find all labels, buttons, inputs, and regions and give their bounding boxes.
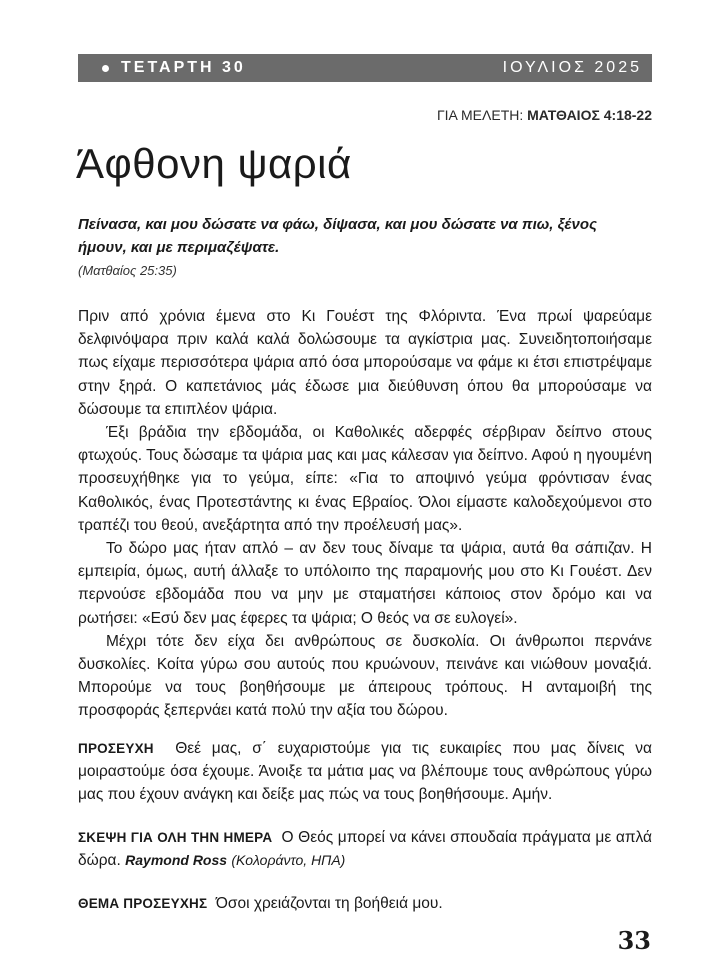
study-reference-line	[437, 107, 652, 123]
thought-label: ΣΚΕΨΗ ΓΙΑ ΟΛΗ ΤΗΝ ΗΜΕΡΑ	[78, 830, 273, 845]
author-place: (Κολοράντο, ΗΠΑ)	[231, 852, 346, 869]
prayer-section	[78, 737, 652, 807]
key-verse: Πείνασα, και μου δώσατε να φάω, δίψασα, και μου δώσατε να πιω, ξένος ήμουν, και με περιμαζέψατε.	[78, 216, 598, 256]
author-name: Raymond Ross	[125, 852, 228, 869]
prayer-topic-label: ΘΕΜΑ ΠΡΟΣΕΥΧΗΣ	[78, 896, 208, 911]
prayer-label: ΠΡΟΣΕΥΧΗ	[78, 741, 154, 756]
key-verse-reference: (Ματθαίος 25:35)	[78, 263, 177, 278]
header-day-group	[102, 59, 246, 77]
prayer-topic-section	[78, 892, 652, 915]
date-header-bar	[78, 54, 652, 82]
page-title: Άφθονη ψαριά	[76, 140, 352, 187]
study-label: ΓΙΑ ΜΕΛΕΤΗ:	[436, 107, 524, 123]
page-number: 33	[617, 926, 651, 955]
thought-text: Ο Θεός μπορεί να κάνει σπουδαία πράγματα με απλά δώρα.	[78, 829, 652, 870]
header-month-year: ΙΟΥΛΙΟΣ 2025	[502, 59, 642, 76]
body-paragraph-4: Μέχρι τότε δεν είχα δει ανθρώπους σε δυσκολία. Οι άνθρωποι περνάνε δυσκολίες. Κοίτα γύρω σου αυτούς που κρυώνουν, πεινάνε και νιώθουν μοναξιά. Μπορούμε να τους βοηθήσουμε με άπειρους τρόπους. Η ανταμοιβή της προσφοράς ξεπερνάει κατά πολύ την αξία του δώρου.	[78, 632, 652, 720]
bullet-icon	[102, 65, 109, 72]
thought-section	[78, 826, 652, 872]
prayer-text: Θεέ μας, σ΄ ευχαριστούμε για τις ευκαιρίες που μας δίνεις να μοιραστούμε όσα έχουμε. Άνοιξε τα μάτια μας να βλέπουμε τους ανθρώπους γύρω μας που έχουν ανάγκη και δείξε μας πώς να τους βοηθήσουμε. Αμήν.	[78, 740, 652, 804]
body-paragraph-3: Το δώρο μας ήταν απλό – αν δεν τους δίναμε τα ψάρια, αυτά θα σάπιζαν. Η εμπειρία, όμως, αυτή άλλαξε το υπόλοιπο της παραμονής μου στο Κι Γουέστ. Δεν περνούσε εβδομάδα που να μην με σταματήσει κάποιος στον δρόμο και να ρωτήσει: «Εσύ δεν μας έφερες τα ψάρια; Ο θεός να σε ευλογεί».	[78, 540, 652, 627]
study-reference: ΜΑΤΘΑΙΟΣ 4:18-22	[527, 107, 652, 123]
prayer-topic-text: Όσοι χρειάζονται τη βοήθειά μου.	[215, 895, 443, 912]
body-paragraph-2: Έξι βράδια την εβδομάδα, οι Καθολικές αδερφές σέρβιραν δείπνο στους φτωχούς. Τους δώσαμε τα ψάρια μας και μας κάλεσαν για δείπνο. Αφού η ηγουμένη προσευχήθηκε για το γεύμα, είπε: «Για το αποψινό γεύμα φρόντισαν ένας Καθολικός, ένας Προτεστάντης κι ένας Εβραίος. Όλοι είμαστε καλοδεχούμενοι στο τραπέζι του θεού, ανεξάρτητα από την προέλευσή μας».	[78, 424, 652, 534]
body-paragraph-1: Πριν από χρόνια έμενα στο Κι Γουέστ της Φλόριντα. Ένα πρωί ψαρεύαμε δελφινόψαρα πριν καλά καλά δολώσουμε τα αγκίστρια μας. Συνειδητοποιήσαμε πως είχαμε περισσότερα ψάρια από όσα μπορούσαμε να φάμε κι έτσι επιστρέψαμε στην ξηρά. Ο καπετάνιος μάς έδωσε μια διεύθυνση όπου θα μπορούσαμε να δώσουμε τα επιπλέον ψάρια.	[78, 308, 652, 418]
header-day: ΤΕΤΑΡΤΗ 30	[121, 59, 246, 76]
devotional-body	[78, 305, 652, 723]
